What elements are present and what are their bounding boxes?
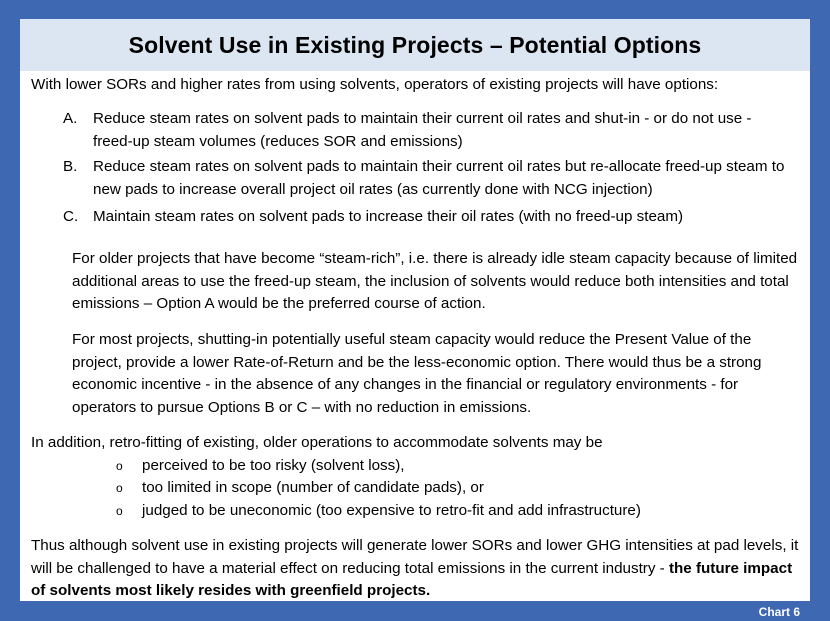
bullet-text: judged to be uneconomic (too expensive to retro-fit and add infrastructure) bbox=[142, 502, 641, 519]
chart-label: Chart 6 bbox=[758, 605, 800, 619]
conclusion-bold-text: the future impact of solvents most likely resides with greenfield projects. bbox=[31, 559, 793, 599]
slide-title: Solvent Use in Existing Projects – Potential Options bbox=[128, 31, 702, 58]
option-b-text: Reduce steam rates on solvent pads to maintain their current oil rates but re-allocate freed-up steam to new pads to increase overall project oil rates (as currently done with NCG injection) bbox=[93, 158, 785, 198]
conclusion-text: Thus although solvent use in existing projects will generate lower SORs and lower GHG intensities at pad levels, it will be challenged to have a material effect on reducing total emissions in the current industry - bbox=[31, 537, 799, 577]
slide bbox=[20, 19, 810, 601]
addition-intro: In addition, retro-fitting of existing, older operations to accommodate solvents may be bbox=[31, 434, 603, 451]
bullet-marker: o bbox=[116, 481, 123, 495]
bullet-text: too limited in scope (number of candidate pads), or bbox=[142, 479, 484, 496]
paragraph-steam-rich: For older projects that have become “steam-rich”, i.e. there is already idle steam capacity because of limited additional areas to use the freed-up steam, the inclusion of solvents would reduce both intensities and total emissions – Option A would be the preferred course of action. bbox=[72, 250, 798, 312]
bullet-marker: o bbox=[116, 459, 123, 473]
option-c bbox=[63, 206, 803, 229]
option-c-letter: C. bbox=[63, 208, 79, 225]
option-b-letter: B. bbox=[63, 158, 78, 175]
bullet-item bbox=[116, 455, 796, 477]
bullet-text: perceived to be too risky (solvent loss), bbox=[142, 457, 405, 474]
option-a-letter: A. bbox=[63, 110, 78, 127]
option-b bbox=[63, 156, 803, 202]
title-bar bbox=[20, 19, 810, 71]
conclusion-paragraph bbox=[31, 535, 801, 603]
intro-text: With lower SORs and higher rates from using solvents, operators of existing projects will have options: bbox=[31, 76, 719, 93]
bullet-item bbox=[116, 500, 796, 522]
paragraph-most-projects: For most projects, shutting-in potentially useful steam capacity would reduce the Present Value of the project, provide a lower Rate-of-Return and be the less-economic option. There would thus be a strong economic incentive - in the absence of any changes in the financial or regulatory environments - for operators to pursue Options B or C – with no reduction in emissions. bbox=[72, 331, 762, 416]
bullet-item bbox=[116, 477, 796, 499]
bullet-marker: o bbox=[116, 504, 123, 518]
option-a-text: Reduce steam rates on solvent pads to maintain their current oil rates and shut-in - or do not use - freed-up steam volumes (reduces SOR and emissions) bbox=[93, 110, 752, 150]
option-c-text: Maintain steam rates on solvent pads to increase their oil rates (with no freed-up steam) bbox=[93, 208, 684, 225]
option-a bbox=[63, 108, 803, 154]
